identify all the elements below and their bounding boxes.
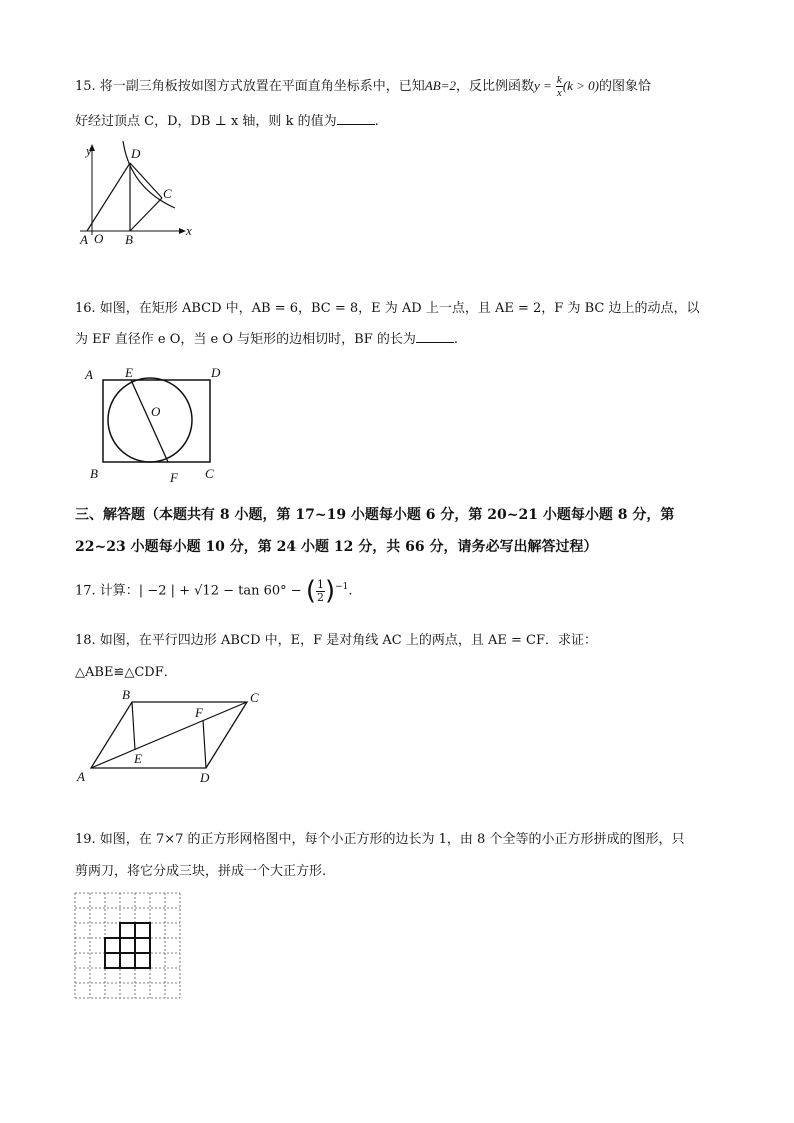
label-a: A xyxy=(85,367,93,382)
label-d: D xyxy=(211,365,221,380)
circle-o xyxy=(108,378,192,462)
q15-figure xyxy=(70,138,200,248)
x-axis-arrow-icon xyxy=(179,228,186,234)
label-f: F xyxy=(170,470,178,485)
q17-line: 17. 计算：| −2 | + √12 − tan 60° − ( $\frac{1}{2}$ )$^{-1}$. xyxy=(75,576,353,606)
q16-line1: 16. 如图，在矩形 ABCD 中，AB = 6，BC = 8，E 为 AD 上一点，且 AE = 2，F 为 BC 边上的动点，以 xyxy=(75,301,700,316)
segment-cb xyxy=(130,198,162,231)
q17-prefix: 17. 计算：| −2 | + √12 − tan 60° − xyxy=(75,583,302,599)
label-f: F xyxy=(195,705,203,720)
q17-exponent: −1 xyxy=(335,582,349,593)
label-d: D xyxy=(131,146,141,161)
q16-answer-blank xyxy=(416,330,454,343)
q15-func-cond: (k > 0) xyxy=(562,78,600,93)
q15-line1 xyxy=(75,74,651,99)
q15-answer-blank xyxy=(337,112,375,125)
section3-heading-line2: 22~23 小题每小题 10 分，第 24 小题 12 分，共 66 分，请务必写出解答过程） xyxy=(75,539,598,555)
label-b: B xyxy=(90,466,98,481)
segment-df xyxy=(203,720,206,768)
label-b: B xyxy=(122,687,130,702)
right-paren-icon: ) xyxy=(324,576,336,606)
label-a: A xyxy=(80,232,88,247)
q15-line1-prefix: 15. 将一副三角板按如图方式放置在平面直角坐标系中，已知 xyxy=(75,79,425,94)
label-b: B xyxy=(125,232,133,247)
label-d: D xyxy=(200,770,210,785)
q15-ab: AB=2 xyxy=(424,78,456,93)
label-y: y xyxy=(86,143,92,158)
label-a: A xyxy=(77,769,85,784)
label-c: C xyxy=(205,466,214,481)
q15-func-y: y = xyxy=(533,78,552,93)
label-o: O xyxy=(151,404,161,419)
q16-figure xyxy=(78,362,228,487)
q18-figure xyxy=(74,686,274,786)
label-c: C xyxy=(250,690,259,705)
diagonal-ac xyxy=(91,702,247,768)
q19-line1: 19. 如图，在 7×7 的正方形网格图中，每个小正方形的边长为 1，由 8 个全等的小正方形拼成的图形，只 xyxy=(75,832,685,847)
q19-line2: 剪两刀，将它分成三块，拼成一个大正方形. xyxy=(75,864,327,879)
q16-line2-text: 为 EF 直径作 e O，当 e O 与矩形的边相切时，BF 的长为 xyxy=(75,332,416,347)
q15-line1-mid: ，反比例函数 xyxy=(455,79,534,94)
segment-dc xyxy=(130,163,162,198)
q16-line2: 为 EF 直径作 e O，当 e O 与矩形的边相切时，BF 的长为 . xyxy=(75,332,458,347)
section3-heading-line1: 三、解答题（本题共有 8 小题，第 17~19 小题每小题 6 分，第 20~21 小题每小题 8 分，第 xyxy=(75,507,675,523)
dashed-grid xyxy=(75,893,180,998)
q15-fraction: $\frac{k}{x}$ xyxy=(556,74,562,99)
label-e: E xyxy=(134,751,142,766)
q18-line1: 18. 如图，在平行四边形 ABCD 中，E，F 是对角线 AC 上的两点，且 AE = CF．求证： xyxy=(75,633,597,648)
label-e: E xyxy=(125,365,133,380)
label-x: x xyxy=(186,223,192,238)
q19-grid-figure xyxy=(74,892,186,1004)
label-c: C xyxy=(163,186,172,201)
q15-line2-text: 好经过顶点 C，D，DB ⊥ x 轴，则 k 的值为 xyxy=(75,114,337,129)
segment-be xyxy=(132,702,135,750)
q17-fraction: $\frac{1}{2}$ xyxy=(316,577,324,604)
segment-ad xyxy=(87,163,130,231)
q15-line1-suffix: 的图象恰 xyxy=(599,79,652,94)
eight-square-shape xyxy=(105,923,150,968)
q15-line2: 好经过顶点 C，D，DB ⊥ x 轴，则 k 的值为 . xyxy=(75,114,379,129)
diameter-ef xyxy=(131,380,168,462)
label-o: O xyxy=(94,231,104,246)
left-paren-icon: ( xyxy=(305,576,316,606)
q18-line2: △ABE≌△CDF． xyxy=(75,665,177,680)
